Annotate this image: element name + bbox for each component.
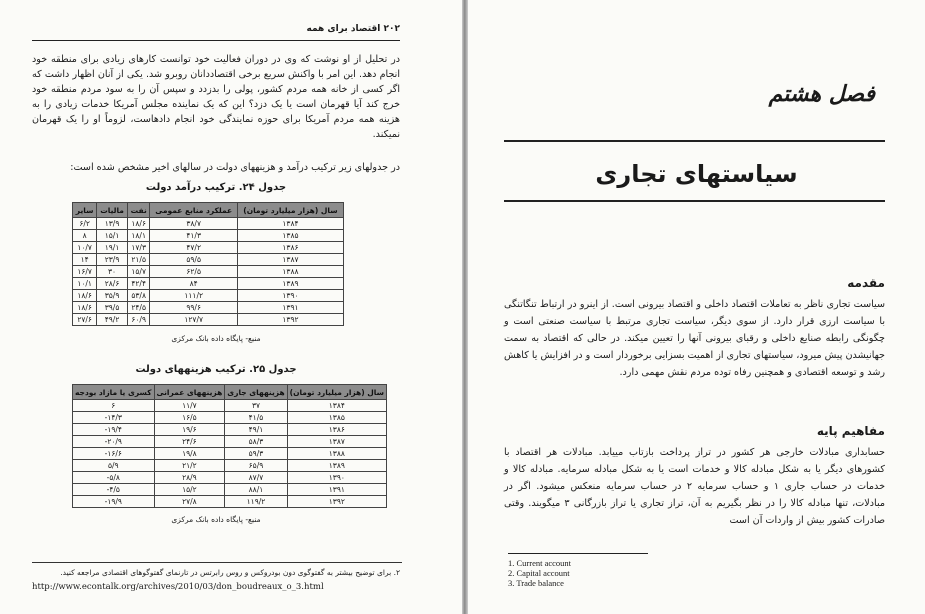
table-cell: ۱۹/۹-: [73, 496, 155, 508]
table-cell: ۱۸/۶: [73, 290, 97, 302]
table-row: [73, 254, 344, 266]
table-cell: ۳۸/۷: [150, 218, 237, 230]
table-cell: ۸: [73, 230, 97, 242]
table-cell: ۱۱۹/۲: [225, 496, 287, 508]
section-basics-text: حسابداری مبادلات خارجی هر کشور در تراز پرداخت بازتاب مییابد. مبادلات هر اقتصاد با کشورهای دیگر یا به شکل مبادله کالا و خدمات است یا به شکل مبادله سرمایه. مبادله کالا و خدمات در حساب جاری ۱ و حساب سرمایه ۲ در حساب سرمایه منعکس میشود. اگر در مبادلات، تنها مبادله کالا را در نظر بگیریم به آن، تراز تجاری یا تراز بازرگانی ۳ میگویند. وقتی صادرات کشور بیش از واردات آن است: [504, 447, 886, 526]
table-row: [73, 496, 387, 508]
table-cell: ۱۳/۹: [97, 218, 128, 230]
table-cell: ۴/۵-: [73, 484, 155, 496]
table-cell: ۱۷/۳: [127, 242, 150, 254]
footnote-url[interactable]: http://www.econtalk.org/archives/2010/03/don_boudreaux_o_3.html: [32, 582, 324, 592]
running-header: ۲۰۲ اقتصاد برای همه: [32, 22, 400, 41]
table-row: [73, 484, 387, 496]
table-25-caption: جدول ۲۵. ترکیب هزینههای دولت: [135, 364, 297, 375]
table-cell: ۱۳۹۰: [237, 290, 343, 302]
table-cell: ۱۳۹۱: [287, 484, 386, 496]
table-cell: ۲۱/۵: [127, 254, 150, 266]
table-cell: ۱۱۱/۲: [150, 290, 237, 302]
table-cell: ۶/۲: [73, 218, 97, 230]
table-cell: ۱۳۸۷: [287, 436, 386, 448]
col-year: سال (هزار میلیارد تومان): [237, 203, 343, 218]
section-intro-text: سیاست تجاری ناظر به تعاملات اقتصاد داخلی و اقتصاد بیرونی است. از اینرو در ارتباط تنگاتنگی با سیاست ارزی قرار دارد. از سوی دیگر، سیاست تجاری مرتبط با سیاست صنعتی است و چگونگی رابطه صنایع داخلی و رقبای بیرونی آنها را تعیین میکند. در حالی که اقتصاد به سمت جهانیشدن پیش میرود، سیاستهای تجاری از اهمیت بسزایی برخوردار است و در افزایش یا کاهش رشد و توسعه اقتصادی و همچنین رفاه توده مردم نقش مهمی دارد.: [504, 299, 885, 378]
footnote-3: 3. Trade balance: [508, 578, 564, 588]
table-cell: ۴۲/۴: [127, 278, 150, 290]
table-header-row: [73, 203, 344, 218]
table-header-row: [73, 385, 387, 400]
chapter-number: فصل هشتم: [768, 82, 875, 107]
table-cell: ۱۸/۶: [127, 218, 150, 230]
table-cell: ۱۳۸۴: [237, 218, 343, 230]
table-cell: ۲۱/۲: [154, 460, 225, 472]
table-row: [73, 266, 344, 278]
table-cell: ۲۷/۶: [73, 314, 97, 326]
table-cell: ۱۹/۸: [154, 448, 225, 460]
col-oil: نفت: [127, 203, 150, 218]
table-cell: ۲۰/۹-: [73, 436, 155, 448]
table-cell: ۲۴/۶: [154, 436, 225, 448]
table-cell: ۱۸/۱: [127, 230, 150, 242]
col-development-expenses: هزینههای عمرانی: [154, 385, 225, 400]
table-cell: ۱۰/۱: [73, 278, 97, 290]
col-current-expenses: هزینههای جاری: [225, 385, 287, 400]
table-cell: ۶۰/۹: [127, 314, 150, 326]
table-cell: ۱۳۸۸: [287, 448, 386, 460]
footnote-1: 1. Current account: [508, 558, 572, 568]
table-cell: ۱۳۸۷: [237, 254, 343, 266]
section-title-basics: مفاهیم پایه: [816, 424, 885, 438]
table-cell: ۴۷/۲: [150, 242, 237, 254]
table-row: [73, 460, 387, 472]
footnote: ۲. برای توضیح بیشتر به گفتوگوی دون بودروکس و روس رابرتس در تارنمای گفتوگوهای اقتصادی مراجعه کنید.: [60, 568, 400, 577]
table-cell: ۴۹/۱: [225, 424, 287, 436]
table-cell: ۱۳۸۵: [237, 230, 343, 242]
table-row: [73, 314, 344, 326]
table-cell: ۱۳۸۶: [237, 242, 343, 254]
table-cell: ۵۹/۳: [225, 448, 287, 460]
table-cell: ۴۱/۵: [225, 412, 287, 424]
table-cell: ۱۹/۴-: [73, 424, 155, 436]
table-row: [73, 400, 387, 412]
table-cell: ۵/۹: [73, 460, 155, 472]
col-budget-balance: کسری یا مازاد بودجه: [73, 385, 155, 400]
table-cell: ۱۳۸۶: [287, 424, 386, 436]
table-cell: ۱۳۹۲: [287, 496, 386, 508]
table-row: [73, 424, 387, 436]
table-cell: ۳۹/۵: [97, 302, 128, 314]
chapter-rule-bottom: [504, 200, 885, 202]
table-row: [73, 436, 387, 448]
table-cell: ۱۰/۷: [73, 242, 97, 254]
table-cell: ۱۳۸۵: [287, 412, 386, 424]
table-cell: ۱۹/۶: [154, 424, 225, 436]
table-row: [73, 412, 387, 424]
footnote-divider: [32, 562, 402, 563]
table-cell: ۴۱/۳: [150, 230, 237, 242]
chapter-title: سیاستهای تجاری: [595, 160, 798, 188]
table-cell: ۱۳۹۰: [287, 472, 386, 484]
table-cell: ۱۲۷/۷: [150, 314, 237, 326]
table-cell: ۵/۸-: [73, 472, 155, 484]
footnotes-english: [508, 558, 571, 588]
table-cell: ۵۳/۸: [127, 290, 150, 302]
table-row: [73, 472, 387, 484]
intro-paragraph: در تحلیل از او نوشت که وی در دوران فعالیت خود توانست کارهای زیادی برای منطقه خود انجام دهد. این امر با واکنش سریع برخی اقتصاددانان روبرو شد. یکی از آنان اظهار داشت که اگر کسی از خانه همه مردم کشور، پولی را بدزدد و سپس آن را به سود مردم منطقه خود خرج کند آیا قهرمان است یا یک دزد؟ این که یک نماینده مجلس آمریکا خدمات زیادی را به هزینه همه مردم آمریکا برای حوزه نمایندگی خود انجام دادهاست، لزوماً او را یک قهرمان نمیکند.: [32, 54, 400, 140]
table-cell: ۱۳۸۴: [287, 400, 386, 412]
table-cell: ۱۱/۷: [154, 400, 225, 412]
table-cell: ۱۶/۵: [154, 412, 225, 424]
table-cell: ۱۳۹۲: [237, 314, 343, 326]
table-cell: ۱۳۹۱: [237, 302, 343, 314]
table-cell: ۵۹/۵: [150, 254, 237, 266]
table-cell: ۵۸/۳: [225, 436, 287, 448]
table-cell: ۱۵/۷: [127, 266, 150, 278]
table-cell: ۱۴/۳-: [73, 412, 155, 424]
expenditure-table: [72, 384, 387, 508]
table-cell: ۲۸/۹: [154, 472, 225, 484]
table-cell: ۶۲/۵: [150, 266, 237, 278]
table-cell: ۳۵/۹: [97, 290, 128, 302]
footnote-divider: [508, 553, 648, 554]
col-other: سایر: [73, 203, 97, 218]
table-row: [73, 218, 344, 230]
table-row: [73, 242, 344, 254]
table-cell: ۸۷/۷: [225, 472, 287, 484]
table-cell: ۴۹/۲: [97, 314, 128, 326]
table-cell: ۱۴: [73, 254, 97, 266]
table-cell: ۹۹/۶: [150, 302, 237, 314]
table-cell: ۶۵/۹: [225, 460, 287, 472]
revenue-table: [72, 202, 344, 326]
chapter-rule-top: [504, 140, 885, 142]
table-cell: ۱۵/۲: [154, 484, 225, 496]
table-row: [73, 278, 344, 290]
table-24-caption: جدول ۲۴. ترکیب درآمد دولت: [145, 182, 287, 193]
table-cell: ۱۳۸۹: [287, 460, 386, 472]
table-cell: ۱۳۸۹: [237, 278, 343, 290]
table-cell: ۱۹/۱: [97, 242, 128, 254]
col-tax: مالیات: [97, 203, 128, 218]
table-row: [73, 302, 344, 314]
table-cell: ۸۸/۱: [225, 484, 287, 496]
table-cell: ۲۸/۶: [97, 278, 128, 290]
right-page: [468, 0, 925, 614]
table-cell: ۲۳/۹: [97, 254, 128, 266]
table-cell: ۱۸/۶: [73, 302, 97, 314]
table-cell: ۶: [73, 400, 155, 412]
table-cell: ۱۶/۶-: [73, 448, 155, 460]
table-row: [73, 448, 387, 460]
table-cell: ۸۴: [150, 278, 237, 290]
table-cell: ۳۰: [97, 266, 128, 278]
table-25-source: منبع- پایگاه داده بانک مرکزی: [171, 515, 261, 524]
col-public-resources: عملکرد منابع عمومی: [150, 203, 237, 218]
table-row: [73, 230, 344, 242]
table-cell: ۱۵/۱: [97, 230, 128, 242]
left-page: [0, 0, 462, 614]
table-cell: ۱۳۸۸: [237, 266, 343, 278]
table-cell: ۳۷: [225, 400, 287, 412]
table-24-source: منبع- پایگاه داده بانک مرکزی: [171, 334, 261, 343]
table-row: [73, 290, 344, 302]
col-year: سال (هزار میلیارد تومان): [287, 385, 386, 400]
tables-intro: در جدولهای زیر ترکیب درآمد و هزینههای دولت در سالهای اخیر مشخص شده است:: [70, 162, 400, 173]
table-cell: ۱۶/۷: [73, 266, 97, 278]
section-title-intro: مقدمه: [847, 276, 885, 290]
footnote-2: 2. Capital account: [508, 568, 570, 578]
table-cell: ۲۴/۵: [127, 302, 150, 314]
table-cell: ۲۷/۸: [154, 496, 225, 508]
